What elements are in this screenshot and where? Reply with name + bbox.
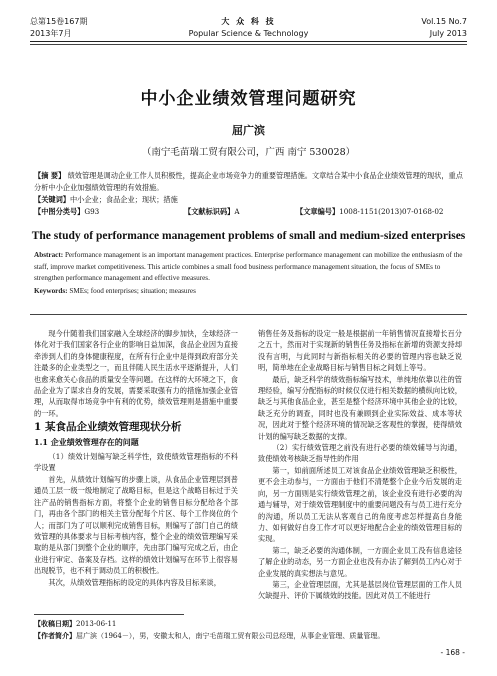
paragraph: （1）绩效计划编写缺乏科学性，致使绩效管理指标的不科学设置 bbox=[34, 452, 238, 473]
paragraph: 销售任务及指标的设定一般是根据前一年销售情况直接增长百分之五十，然而对于实现新的销售任务及指标在新增的资源支持却没有言明，与此同时与新指标相关的必要的管理内容也缺乏说明，简单地在企业战略目标与销售目标之间划上等号。 bbox=[258, 329, 462, 373]
article-author: 屈广滨 bbox=[232, 124, 265, 137]
header-rule-thin bbox=[30, 44, 467, 45]
page-number: - 168 - bbox=[440, 648, 465, 657]
paragraph: 最后，缺乏科学的绩效指标编写技术，单纯地依靠以往的管理经验，编写分配指标的时候仅仅进行相关数据的横纵向比较，缺乏与其他食品企业，甚至是整个经济环境中其他企业的比较，缺乏充分的调查，同时也没有兼顾到企业实际效益、成本等状况，因此对于整个经济环境的情况缺乏客观性的掌握，使得绩效计划的编写缺乏数据的支撑。 bbox=[258, 374, 462, 441]
english-abstract: Abstract: Performance management is an important management practices. Enterprise performance management can mobilize the enthusiasm of the staff, improve market competitiveness. This article combines a small food business performance management situation, the focus of SMEs to strengthen performance management and effective measures. bbox=[34, 251, 463, 282]
chinese-abstract: 【摘 要】 绩效管理是调动企业工作人员积极性，提高企业市场竞争力的重要管理措施。文章结合某中小食品企业绩效管理的现状，重点分析中小企业加强绩效管理的有效措施。 bbox=[34, 171, 463, 192]
paragraph: 第一，如前面所述员工对该食品企业绩效管理缺乏积极性，更不会主动参与，一方面由于他们不清楚整个企业今后发展的走向，另一方面则是实行绩效管理之前，该企业没有进行必要的沟通与辅导，对于绩效管理制度中的重要问题没有与员工进行充分的沟通，所以员工无法从客观自己的角度考虑怎样提高自身能力、如何做好自身工作才可以更好地配合企业的绩效管理目标的实现。 bbox=[258, 465, 462, 544]
section-heading: 1 某食品企业绩效管理现状分析 bbox=[34, 421, 182, 434]
document-code: 【文献标识码】A bbox=[184, 207, 240, 216]
article-number: 【文章编号】1008-1151(2013)07-0168-02 bbox=[296, 207, 444, 216]
running-header bbox=[30, 16, 467, 42]
body-column-right bbox=[258, 328, 462, 602]
article-affiliation: （南宁毛苗瑞工贸有限公司，广西 南宁 530028） bbox=[141, 147, 356, 158]
chinese-keywords: 【关键词】中小企业；食品企业；现状；措施 bbox=[34, 195, 178, 204]
article-title: 中小企业绩效管理问题研究 bbox=[140, 89, 357, 109]
paragraph: 现今什随着我们国家融入全球经济的脚步加快，全球经济一体化对于我们国家各行企业的影响日益加深，食品企业因为直接牵涉到人们的身体健康程度，在所有行企业中是得到政府部分关注最多的企业类型之一，而且伴随人民生活水平逐渐提升，人们也愈来愈关心食品的质量安全等问题。在这样的大环境之下，食品企业为了谋求自身的发展，需要采取强有力的措施加强企业管理，从而取得市场竞争中有利的优势，绩效管理则是措施中重要的一环。 bbox=[34, 329, 238, 418]
footnote-rule bbox=[34, 614, 184, 615]
body-column-left bbox=[34, 328, 238, 588]
journal-issue: 总第15卷167期 2013年7月 bbox=[30, 17, 88, 38]
received-date: 【收稿日期】2013-06-11 bbox=[34, 619, 117, 628]
header-rule bbox=[30, 41, 467, 42]
english-keywords: Keywords: SMEs; food enterprises; situation; measures bbox=[34, 287, 196, 295]
journal-name: 大 众 科 技 Popular Science & Technology bbox=[188, 17, 309, 38]
section-divider bbox=[30, 314, 467, 315]
subsection-heading: 1.1 企业绩效管理存在的问题 bbox=[34, 436, 139, 447]
paragraph: 其次，从绩效管理指标的设定的具体内容及目标来谈， bbox=[48, 577, 221, 587]
paragraph: （2）实行绩效管理之前没有进行必要的绩效辅导与沟通，致使绩效考核缺乏指导性的作用 bbox=[258, 443, 462, 464]
english-title: The study of performance management problems of small and medium-sized enterprises bbox=[31, 230, 466, 242]
author-bio: 【作者简介】屈广滨（1964－），男，安徽太和人，南宁毛苗瑞工贸有限公司总经理，从事企业管理、质量管理。 bbox=[34, 631, 385, 640]
clc-code: 【中图分类号】G93 bbox=[34, 207, 100, 216]
paragraph: 首先，从绩效计划编写的步骤上谈，从食品企业管理层到普通员工层一级一级地制定了战略目标，但是这个战略目标过于关注产品的销售指标方面，将整个企业的销售目标分配给各个部门，再由各个部门的相关主管分配每个片区、每个工作岗位的个人；而部门为了可以顺利完成销售目标，则编写了部门自己的绩效管理的具体要求与目标考核内容，整个企业的绩效管理编写采取的是从部门到整个企业的顺序，先由部门编写完成之后，由企业进行审定、备案及存档。这样的绩效计划编写在环节上很容易出现脱节，也不利于调动员工的积极性。 bbox=[34, 474, 238, 576]
journal-volume: Vol.15 No.7 July 2013 bbox=[421, 17, 467, 38]
paragraph: 第三，企业管理层面，尤其是基层岗位管理层面的工作人员欠缺提升、评价下属绩效的技能。因此对员工不能进行 bbox=[258, 579, 462, 601]
paragraph: 第二，缺乏必要的沟通体制，一方面企业员工没有信息途径了解企业的动态，另一方面企业也没有办法了解到员工内心对于企业发展的真实想法与意见。 bbox=[258, 545, 462, 578]
